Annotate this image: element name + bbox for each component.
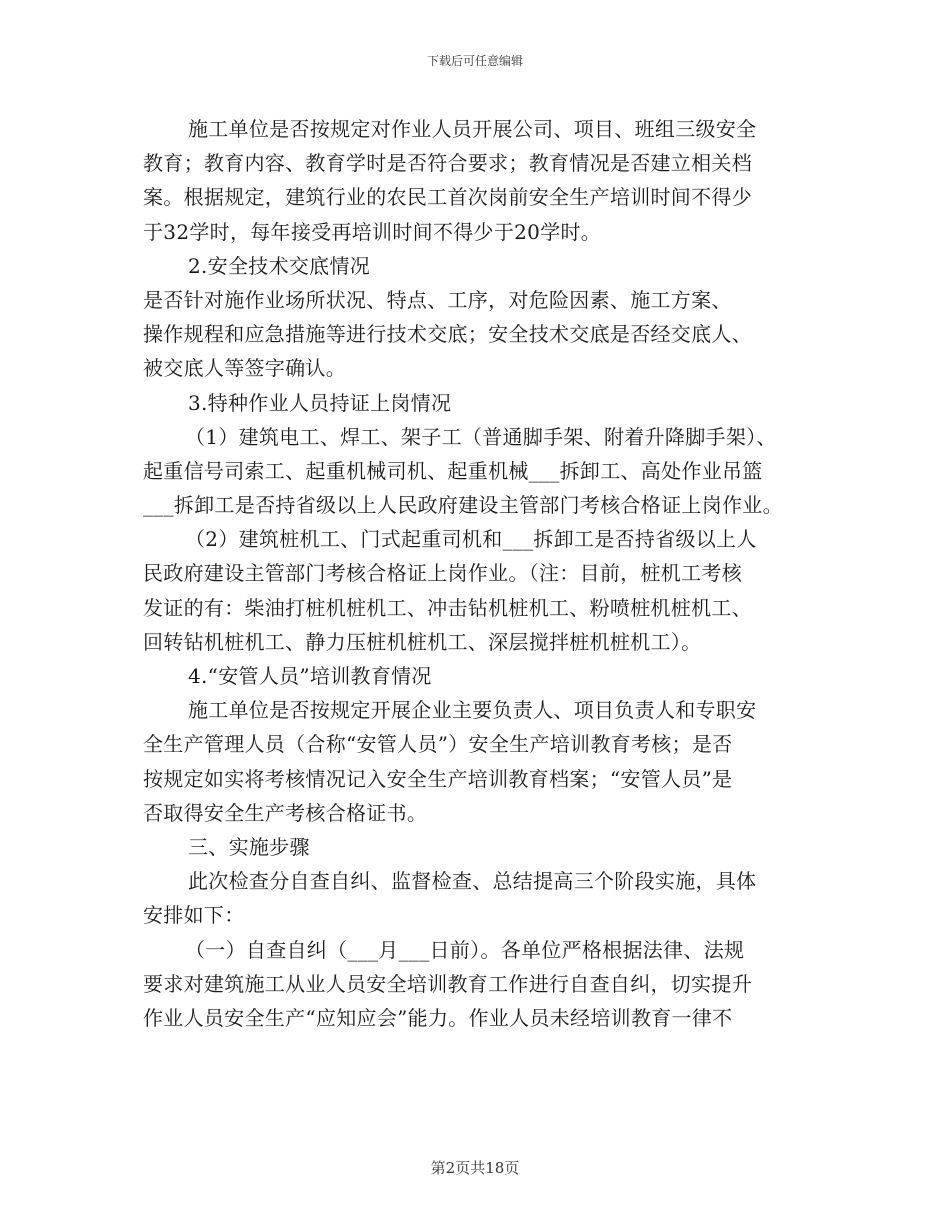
paragraph-line: 施工单位是否按规定对作业人员开展公司、项目、班组三级安全 — [188, 117, 757, 141]
paragraph-line: 安排如下： — [143, 903, 245, 928]
paragraph-line: 于32学时，每年接受再培训时间不得少于20学时。 — [143, 219, 602, 244]
section-heading: 2.安全技术交底情况 — [188, 253, 371, 278]
paragraph-line: 按规定如实将考核情况记入安全生产培训教育档案；“安管人员”是 — [143, 766, 733, 791]
page-footer: 第2页共18页 — [430, 1159, 520, 1177]
paragraph-line: 起重信号司索工、起重机械司机、起重机械___拆卸工、高处作业吊篮 — [143, 458, 763, 483]
paragraph-line: 施工单位是否按规定开展企业主要负责人、项目负责人和专职安 — [188, 698, 757, 723]
paragraph-line: 被交底人等签字确认。 — [143, 356, 346, 381]
section-heading: 3.特种作业人员持证上岗情况 — [188, 390, 452, 415]
paragraph-line: 发证的有：柴油打桩机桩机工、冲击钻机桩机工、粉喷桩机桩机工、 — [143, 595, 752, 620]
section-heading: 三、实施步骤 — [188, 834, 310, 859]
paragraph-line: ___拆卸工是否持省级以上人民政府建设主管部门考核合格证上岗作业。 — [143, 493, 783, 518]
paragraph-line: 否取得安全生产考核合格证书。 — [143, 800, 428, 825]
paragraph-line: 案。根据规定，建筑行业的农民工首次岗前安全生产培训时间不得少 — [143, 185, 752, 210]
paragraph-line: （2）建筑桩机工、门式起重司机和___拆卸工是否持省级以上人 — [185, 527, 757, 552]
paragraph-line: （一）自查自纠（___月___日前）。各单位严格根据法律、法规 — [185, 937, 745, 962]
document-body — [143, 112, 823, 1035]
paragraph-line: 是否针对施作业场所状况、特点、工序，对危险因素、施工方案、 — [143, 287, 732, 312]
paragraph-line: 全生产管理人员（合称“安管人员”）安全生产培训教育考核；是否 — [143, 732, 733, 757]
paragraph-line: 此次检查分自查自纠、监督检查、总结提高三个阶段实施，具体 — [188, 869, 757, 894]
paragraph-line: （1）建筑电工、焊工、架子工（普通脚手架、附着升降脚手架）、 — [185, 424, 777, 449]
page-header: 下载后可任意编辑 — [426, 54, 523, 68]
paragraph-line: 民政府建设主管部门考核合格证上岗作业。（注：目前，桩机工考核 — [143, 561, 742, 586]
paragraph-line: 操作规程和应急措施等进行技术交底；安全技术交底是否经交底人、 — [143, 322, 752, 347]
paragraph-line: 回转钻机桩机工、静力压桩机桩机工、深层搅拌桩机桩机工）。 — [143, 629, 702, 654]
paragraph-line: 教育；教育内容、教育学时是否符合要求；教育情况是否建立相关档 — [143, 151, 752, 176]
paragraph-line: 要求对建筑施工从业人员安全培训教育工作进行自查自纠，切实提升 — [143, 971, 752, 996]
paragraph-line: 作业人员安全生产“应知应会”能力。作业人员未经培训教育一律不 — [143, 1005, 733, 1030]
section-heading: 4.“安管人员”培训教育情况 — [188, 664, 432, 688]
